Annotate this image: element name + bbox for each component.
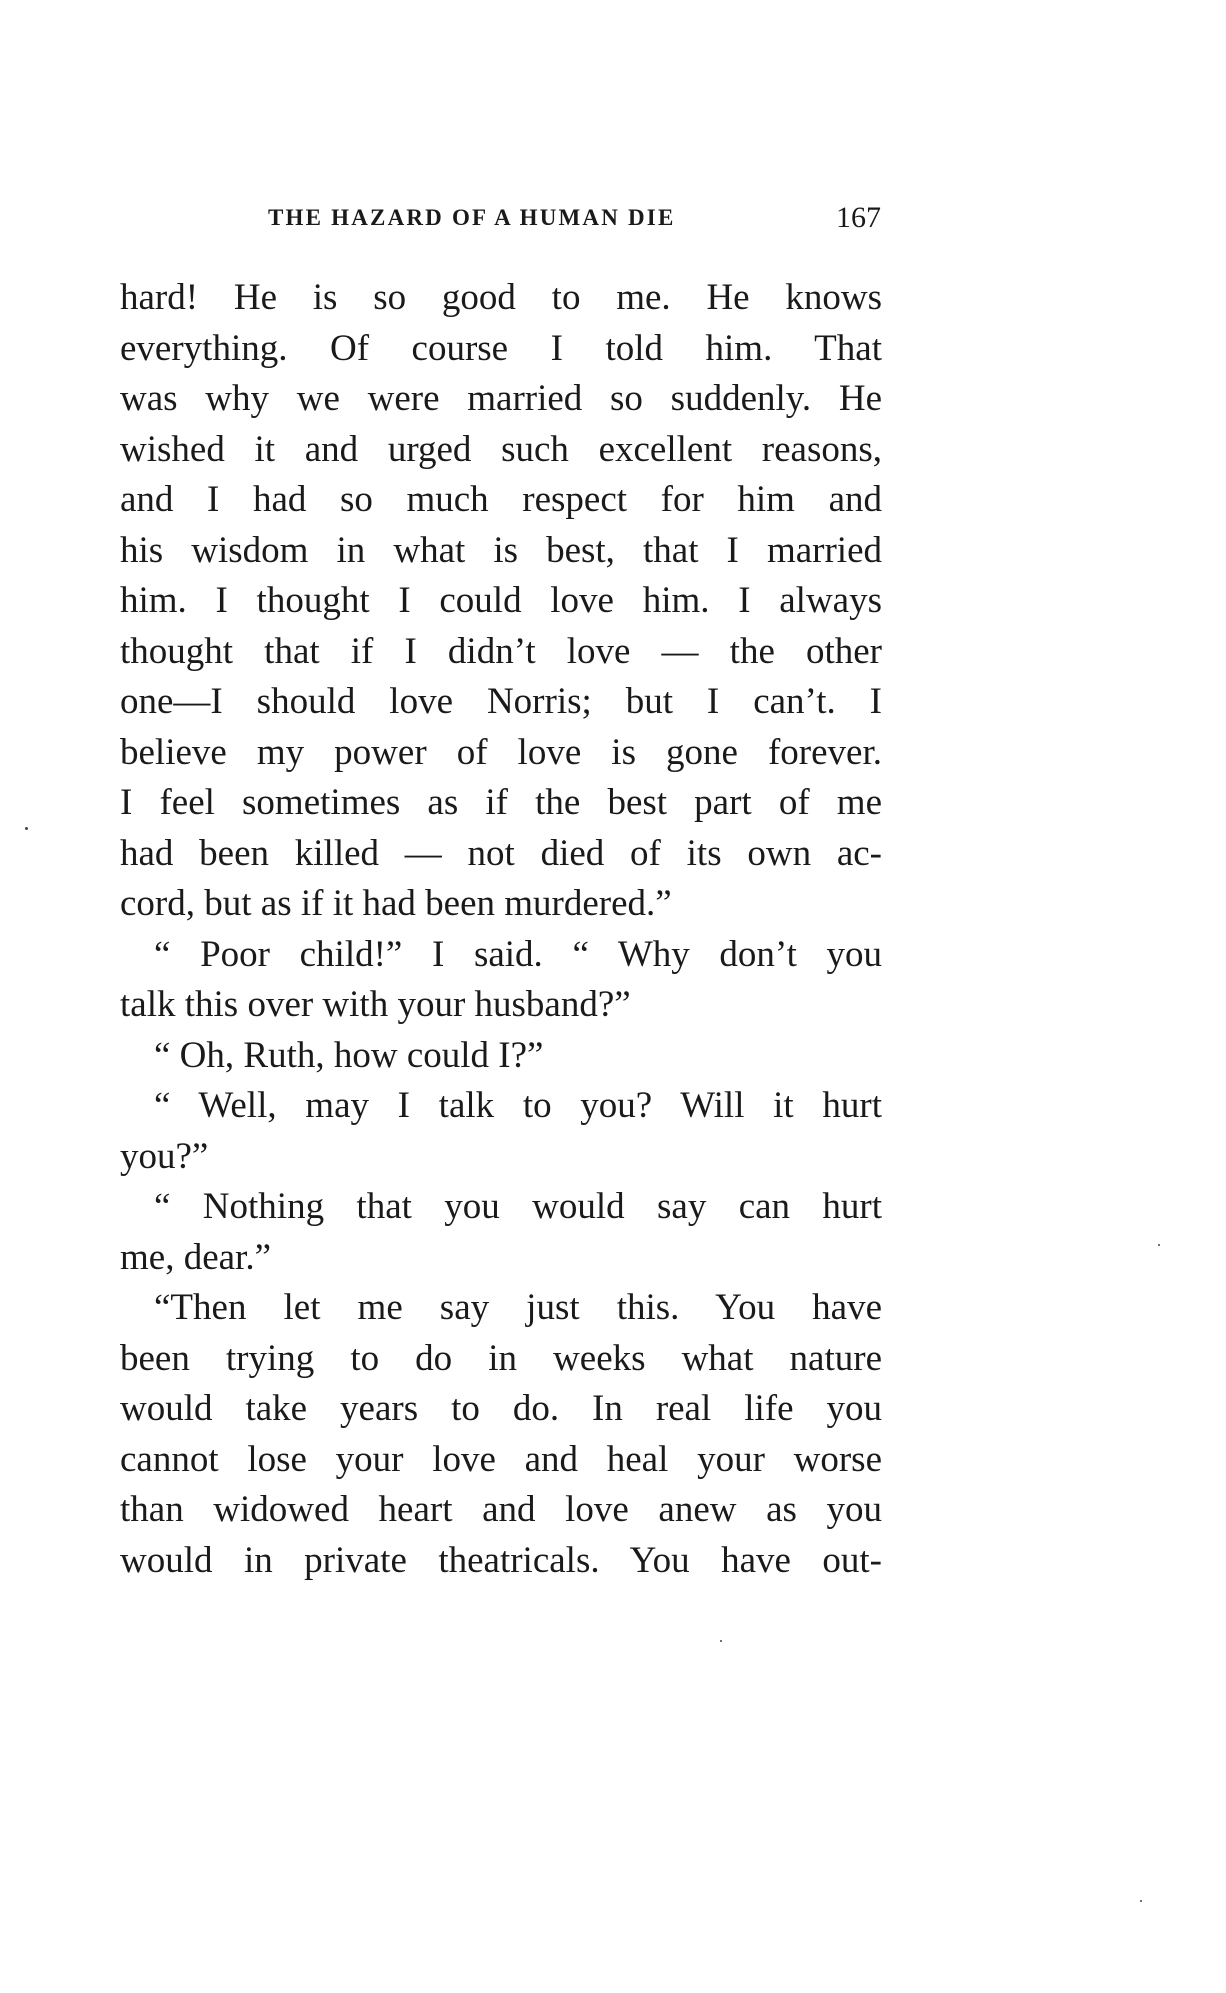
text-line: talk this over with your husband?”: [120, 984, 631, 1025]
text-line: than widowed heart and love anew as you: [120, 1489, 882, 1530]
text-line: would take years to do. In real life you: [120, 1388, 882, 1429]
text-line: “ Nothing that you would say can hurt: [154, 1186, 882, 1227]
paper-speck: [25, 827, 28, 830]
text-line: “Then let me say just this. You have: [154, 1287, 882, 1328]
running-head: [118, 201, 883, 241]
paper-speck: [1158, 1244, 1160, 1246]
text-line: me, dear.”: [120, 1236, 271, 1278]
text-line: had been killed — not died of its own ac-: [120, 832, 882, 874]
text-line: believe my power of love is gone forever.: [120, 731, 882, 773]
text-line: and I had so much respect for him and: [120, 479, 882, 520]
text-line: “ Well, may I talk to you? Will it hurt: [154, 1085, 882, 1126]
text-line: “ Oh, Ruth, how could I?”: [154, 1034, 544, 1076]
text-line: one—I should love Norris; but I can’t. I: [120, 681, 882, 722]
text-line: his wisdom in what is best, that I married: [120, 529, 882, 571]
paper-speck: [720, 1640, 722, 1642]
text-line: was why we were married so suddenly. He: [120, 378, 882, 419]
page-number: 167: [836, 201, 881, 234]
text-line: cannot lose your love and heal your worse: [120, 1438, 882, 1480]
text-line: him. I thought I could love him. I always: [120, 580, 882, 621]
text-line: everything. Of course I told him. That: [120, 327, 882, 369]
text-line: been trying to do in weeks what nature: [120, 1337, 882, 1379]
text-line: thought that if I didn’t love — the other: [120, 630, 882, 672]
text-line: would in private theatricals. You have out-: [120, 1539, 882, 1581]
text-line: wished it and urged such excellent reasons,: [120, 428, 882, 470]
text-line: I feel sometimes as if the best part of me: [120, 782, 882, 823]
running-title: THE HAZARD OF A HUMAN DIE: [268, 205, 676, 230]
text-line: “ Poor child!” I said. “ Why don’t you: [154, 933, 882, 975]
paper-speck: [1140, 1900, 1142, 1902]
text-line: cord, but as if it had been murdered.”: [120, 883, 672, 924]
text-line: you?”: [120, 1135, 209, 1177]
body-text: [120, 273, 882, 1586]
text-line: hard! He is so good to me. He knows: [120, 277, 882, 318]
